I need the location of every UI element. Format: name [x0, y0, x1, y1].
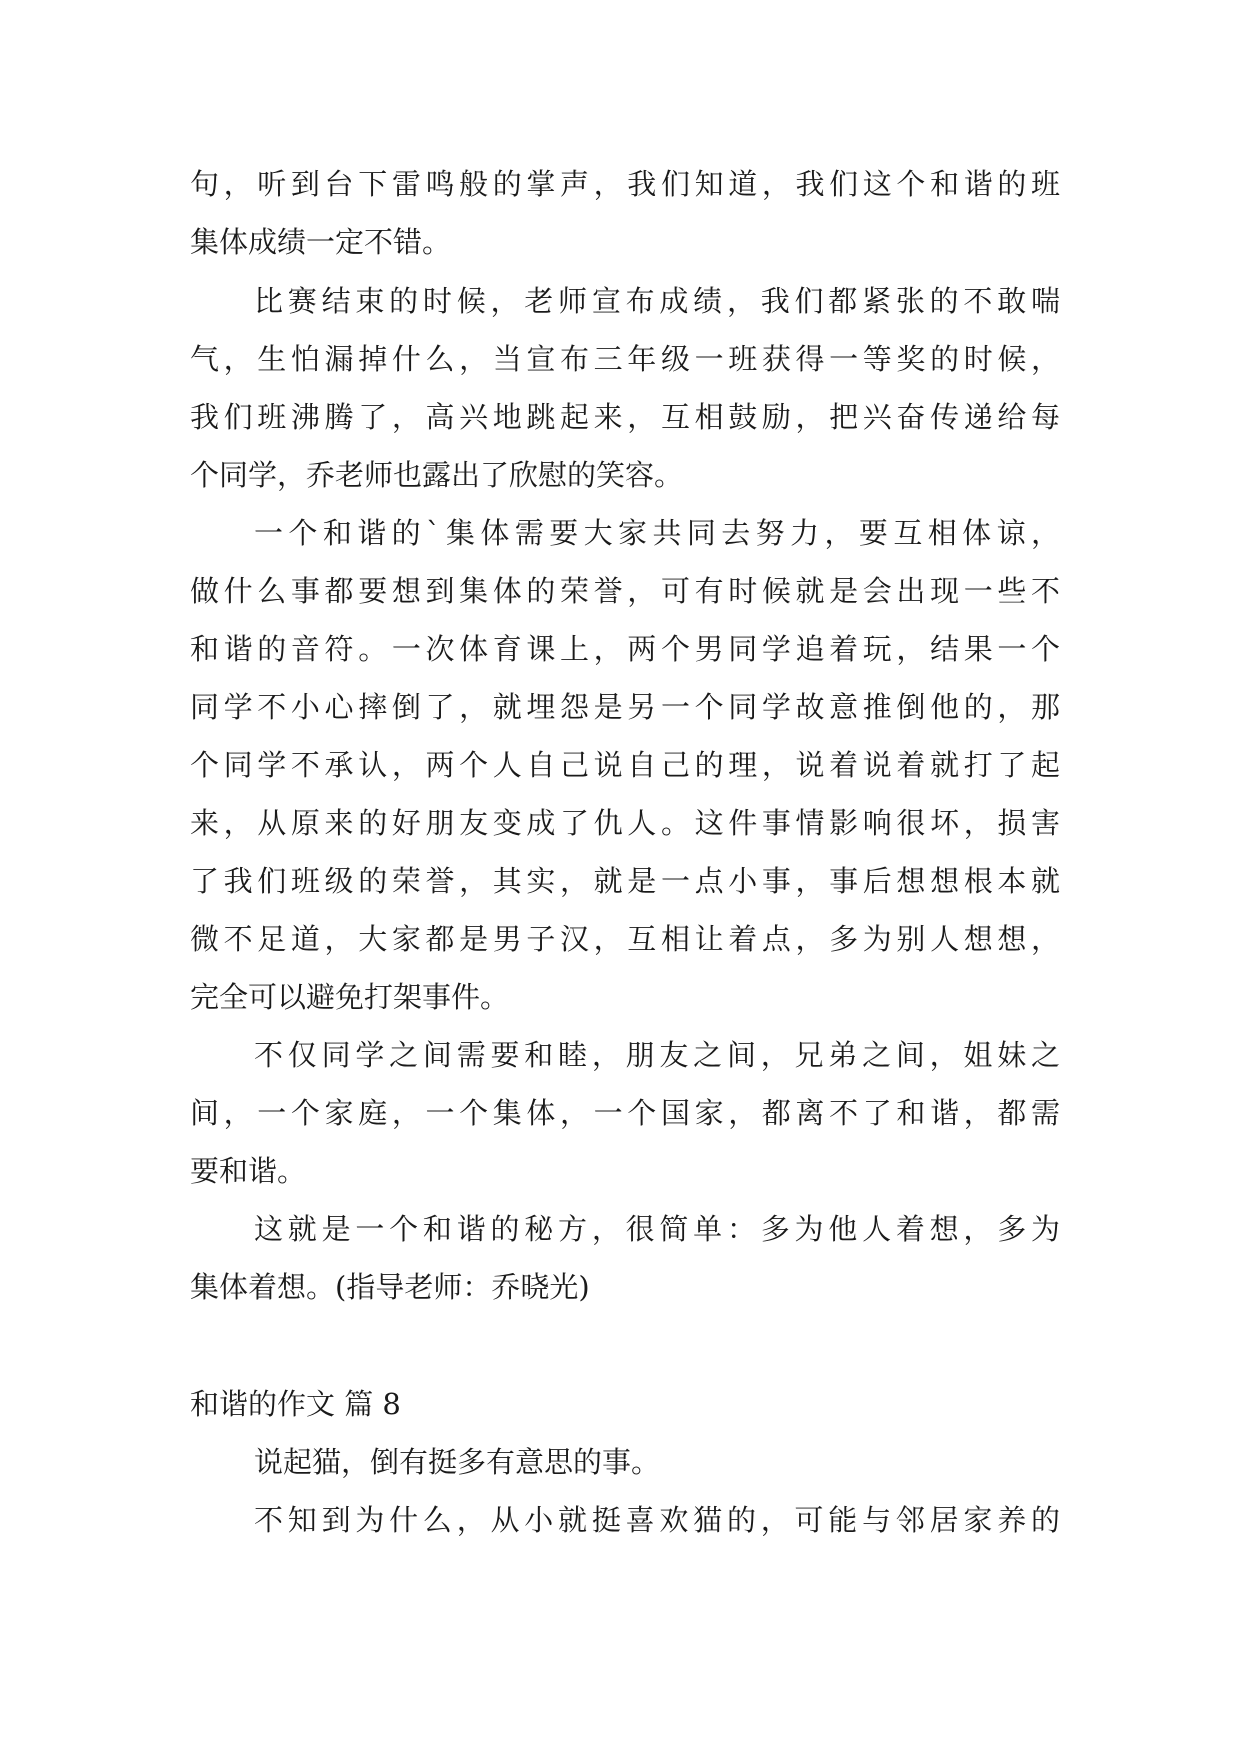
- text-line: 做什么事都要想到集体的荣誉，可有时候就是会出现一些不: [190, 574, 1060, 608]
- text-line: 个同学，乔老师也露出了欣慰的笑容。: [190, 458, 684, 492]
- text-line: 不仅同学之间需要和睦，朋友之间，兄弟之间，姐妹之: [254, 1038, 1060, 1072]
- section-heading: 和谐的作文 篇 8: [190, 1387, 401, 1421]
- text-line: 比赛结束的时候，老师宣布成绩，我们都紧张的不敢喘: [254, 284, 1060, 318]
- text-line: 微不足道，大家都是男子汉，互相让着点，多为别人想想，: [190, 922, 1060, 956]
- text-line: 不知到为什么，从小就挺喜欢猫的，可能与邻居家养的: [254, 1503, 1060, 1537]
- text-line: 间，一个家庭，一个集体，一个国家，都离不了和谐，都需: [190, 1096, 1060, 1130]
- text-line: 和谐的音符。一次体育课上，两个男同学追着玩，结果一个: [190, 632, 1060, 666]
- text-line: 句，听到台下雷鸣般的掌声，我们知道，我们这个和谐的班: [190, 167, 1060, 201]
- text-line: 气，生怕漏掉什么，当宣布三年级一班获得一等奖的时候，: [190, 342, 1060, 376]
- text-line: 要和谐。: [190, 1154, 307, 1188]
- text-line: 我们班沸腾了，高兴地跳起来，互相鼓励，把兴奋传递给每: [190, 400, 1060, 434]
- text-line: 同学不小心摔倒了，就埋怨是另一个同学故意推倒他的，那: [190, 690, 1060, 724]
- text-line: 说起猫，倒有挺多有意思的事。: [254, 1445, 661, 1479]
- text-line: 一个和谐的`集体需要大家共同去努力，要互相体谅，: [254, 516, 1060, 550]
- text-line: 来，从原来的好朋友变成了仇人。这件事情影响很坏，损害: [190, 806, 1060, 840]
- text-line: 集体着想。(指导老师：乔晓光): [190, 1270, 590, 1304]
- text-line: 集体成绩一定不错。: [190, 225, 452, 259]
- text-line: 完全可以避免打架事件。: [190, 980, 510, 1014]
- text-line: 了我们班级的荣誉，其实，就是一点小事，事后想想根本就: [190, 864, 1060, 898]
- text-line: 这就是一个和谐的秘方，很简单：多为他人着想，多为: [254, 1212, 1060, 1246]
- text-line: 个同学不承认，两个人自己说自己的理，说着说着就打了起: [190, 748, 1060, 782]
